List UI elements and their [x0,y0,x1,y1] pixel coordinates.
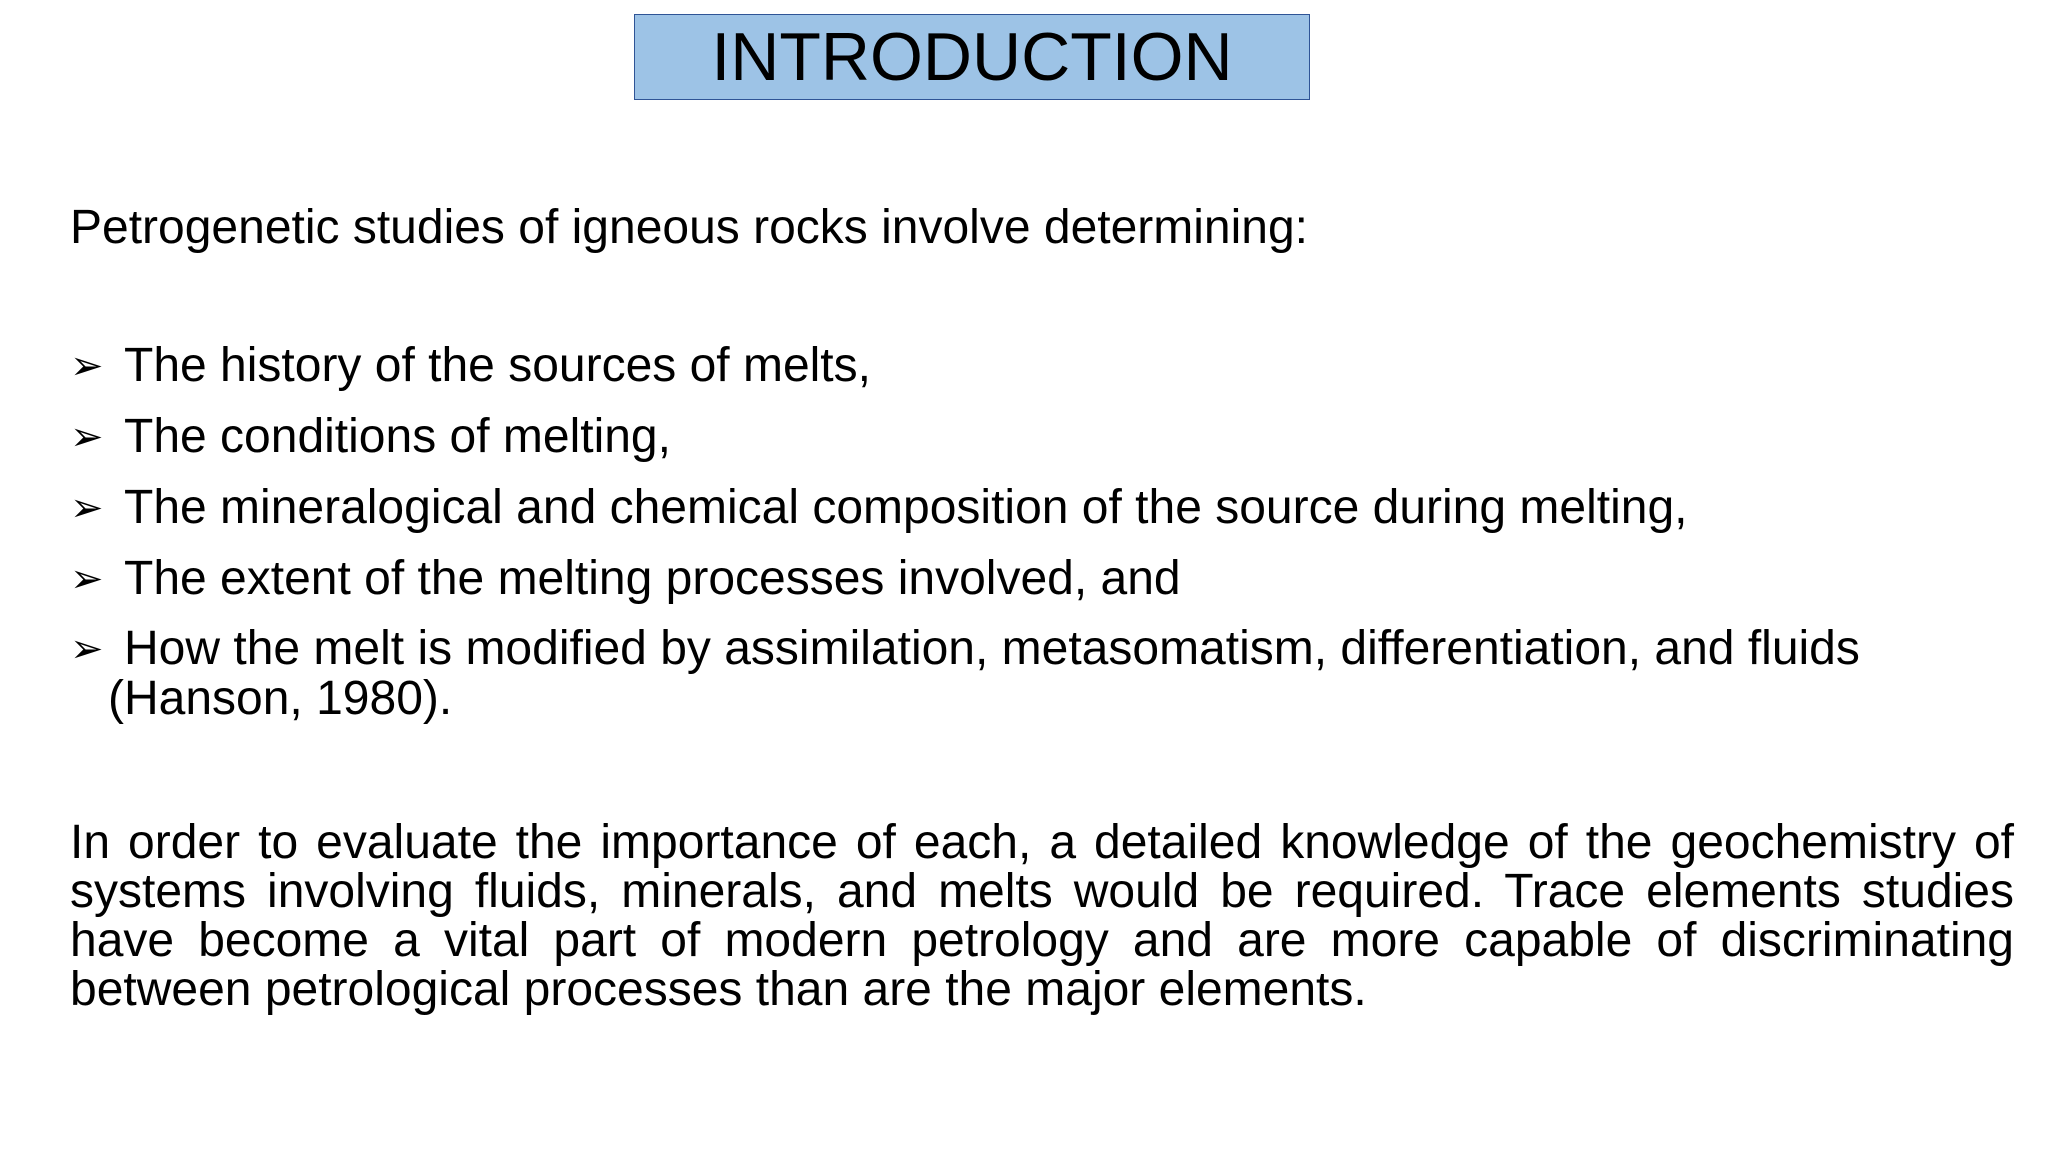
list-item [70,482,2014,534]
intro-sentence: Petrogenetic studies of igneous rocks involve determining: [70,201,1309,254]
bullet-list [70,340,2014,743]
arrow-bullet-icon: ➢ [70,414,104,460]
bullet-text: The mineralogical and chemical composition of the source during melting, [124,481,1688,534]
bullet-text: How the melt is modified by assimilation, metasomatism, differentiation, and fluids [124,622,1860,675]
slide-title: INTRODUCTION [711,19,1233,95]
title-box [634,14,1310,100]
list-item [70,340,2014,392]
list-item [70,411,2014,463]
arrow-bullet-icon: ➢ [70,485,104,531]
body-paragraph: In order to evaluate the importance of each, a detailed knowledge of the geochemistry of systems involving fluids, minerals, and melts would be required. Trace elements studies have become a vital part of modern petrology and are more capable of discriminating between petrological processes than are the major elements. [70,816,2014,1016]
arrow-bullet-icon: ➢ [70,556,104,602]
bullet-text: The history of the sources of melts, [124,339,871,392]
citation: (Hanson, 1980). [108,672,453,725]
arrow-bullet-icon: ➢ [70,626,104,672]
bullet-text: The conditions of melting, [124,410,671,463]
arrow-bullet-icon: ➢ [70,343,104,389]
bullet-text: The extent of the melting processes involved, and [124,552,1181,605]
list-item [70,553,2014,605]
list-item [70,624,2014,724]
